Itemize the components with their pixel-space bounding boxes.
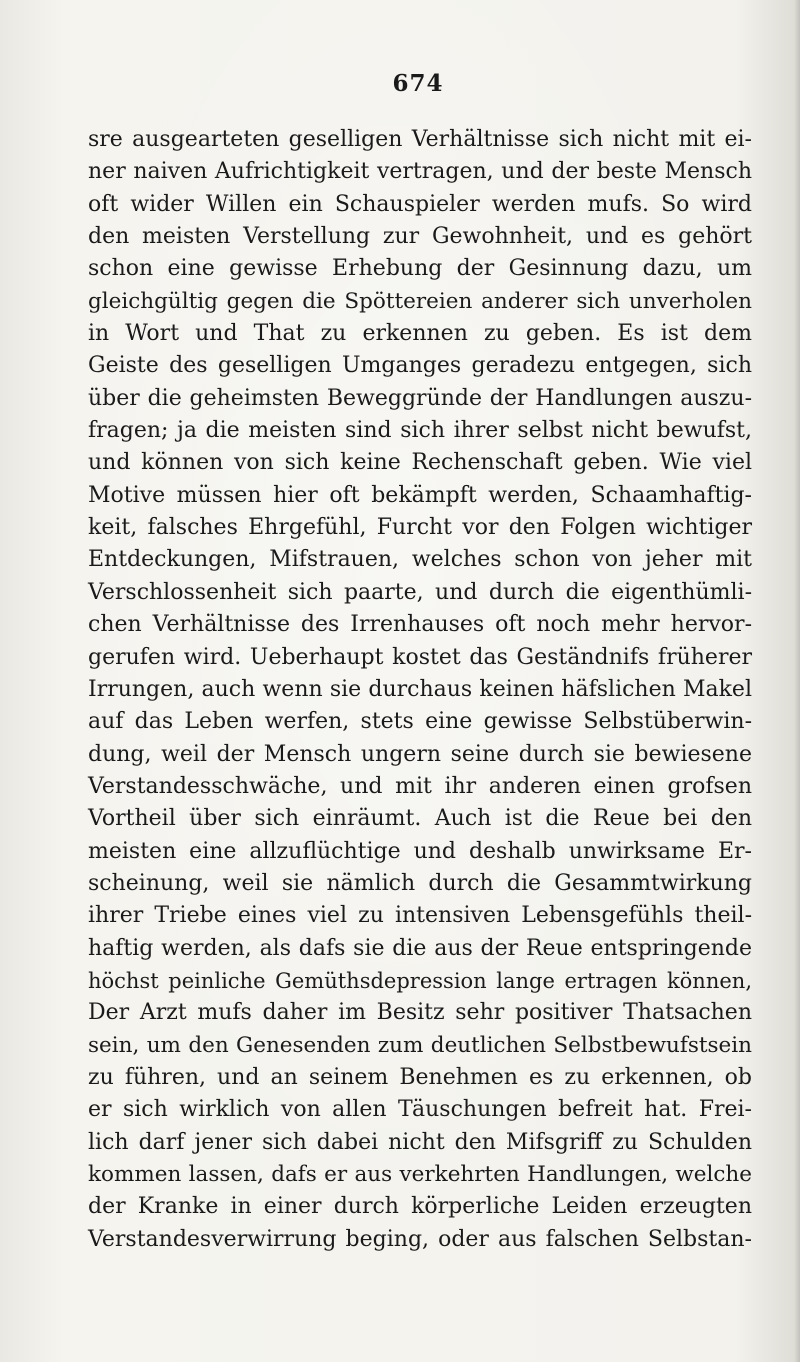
text-line: scheinung, weil sie nämlich durch die Gesammtwirkung xyxy=(88,870,752,896)
text-line: kommen lassen, dafs er aus verkehrten Handlungen, welche xyxy=(88,1162,752,1187)
text-line: gerufen wird. Ueberhaupt kostet das Geständnifs früherer xyxy=(88,644,752,670)
text-line: haftig werden, als dafs sie die aus der Reue entspringende xyxy=(88,935,752,961)
text-line: in Wort und That zu erkennen zu geben. Es ist dem xyxy=(88,321,752,347)
text-line: meisten eine allzuflüchtige und deshalb unwirksame Er- xyxy=(88,838,752,864)
text-line: schon eine gewisse Erhebung der Gesinnung dazu, um xyxy=(88,256,752,282)
body-text xyxy=(88,124,752,1256)
text-line: Verstandesverwirrung beging, oder aus falschen Selbstan- xyxy=(88,1226,752,1252)
text-line: ihrer Triebe eines viel zu intensiven Lebensgefühls theil- xyxy=(88,903,752,929)
text-line: den meisten Verstellung zur Gewohnheit, und es gehört xyxy=(88,224,752,250)
text-line: Irrungen, auch wenn sie durchaus keinen häfslichen Makel xyxy=(88,676,752,702)
text-line: oft wider Willen ein Schauspieler werden mufs. So wird xyxy=(88,191,752,217)
text-line: sre ausgearteten geselligen Verhältnisse sich nicht mit ei- xyxy=(88,127,752,152)
text-line: Geiste des geselligen Umganges geradezu entgegen, sich xyxy=(88,353,752,379)
text-line: keit, falsches Ehrgefühl, Furcht vor den Folgen wichtiger xyxy=(88,515,752,541)
text-line: er sich wirklich von allen Täuschungen befreit hat. Frei- xyxy=(88,1097,752,1123)
text-line: Der Arzt mufs daher im Besitz sehr positiver Thatsachen xyxy=(88,1000,752,1026)
page-edge-shadow xyxy=(794,0,800,1362)
text-line: sein, um den Genesenden zum deutlichen Selbstbewufstsein xyxy=(88,1032,752,1058)
text-line: über die geheimsten Beweggründe der Handlungen auszu- xyxy=(88,385,752,411)
text-line: Verschlossenheit sich paarte, und durch die eigenthümli- xyxy=(88,579,752,605)
text-line: höchst peinliche Gemüthsdepression lange ertragen können, xyxy=(88,968,752,993)
text-line: Vortheil über sich einräumt. Auch ist die Reue bei den xyxy=(88,806,752,832)
text-line: zu führen, und an seinem Benehmen es zu erkennen, ob xyxy=(88,1064,752,1090)
text-line: gleichgültig gegen die Spöttereien anderer sich unverholen xyxy=(88,288,752,314)
text-line: Verstandesschwäche, und mit ihr anderen einen grofsen xyxy=(88,773,752,799)
text-line: lich darf jener sich dabei nicht den Mifsgriff zu Schulden xyxy=(88,1129,752,1155)
text-line: Entdeckungen, Mifstrauen, welches schon von jeher mit xyxy=(88,547,752,573)
text-line: Motive müssen hier oft bekämpft werden, Schaamhaftig- xyxy=(88,482,752,508)
text-line: fragen; ja die meisten sind sich ihrer selbst nicht bewufst, xyxy=(88,418,752,444)
page-number: 674 xyxy=(392,70,444,97)
text-line: der Kranke in einer durch körperliche Leiden erzeugten xyxy=(88,1194,752,1220)
text-line: chen Verhältnisse des Irrenhauses oft noch mehr hervor- xyxy=(88,612,752,638)
text-line: dung, weil der Mensch ungern seine durch sie bewiesene xyxy=(88,741,752,767)
show-through-texture xyxy=(580,1268,740,1318)
text-line: und können von sich keine Rechenschaft geben. Wie viel xyxy=(88,450,752,476)
text-line: ner naiven Aufrichtigkeit vertragen, und der beste Mensch xyxy=(88,159,752,185)
text-line: auf das Leben werfen, stets eine gewisse Selbstüberwin- xyxy=(88,709,752,735)
